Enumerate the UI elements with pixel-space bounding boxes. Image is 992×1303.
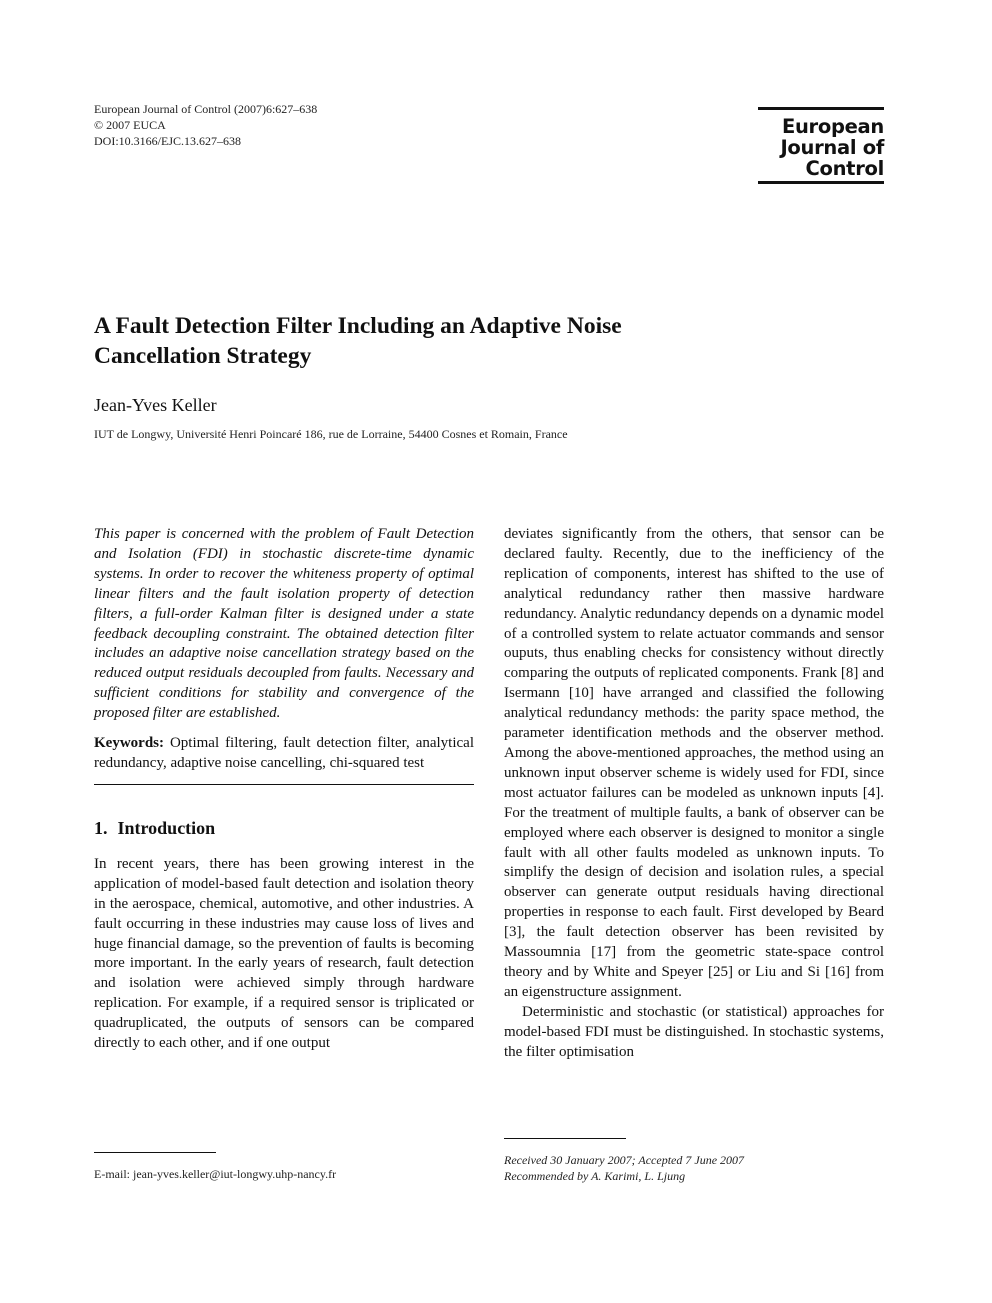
footnote-rule-right [504,1138,626,1139]
section-title: Introduction [117,817,216,838]
abstract: This paper is concerned with the problem of Fault Detection and Isolation (FDI) in stochastic discrete-time dynamic systems. In order to recover the whiteness property of optimal linear filters and the fault isolation property of detection filters, a full-order Kalman filter is designed under a state feedback decoupling constraint. The obtained detection filter includes an adaptive noise cancellation strategy based on the reduced output residuals decoupled from faults. Necessary and sufficient conditions for stability and convergence of the proposed filter are established. [94,526,474,722]
intro-paragraph-1: In recent years, there has been growing interest in the application of model-based fault detection and isolation theory in the aerospace, chemical, automotive, and other industries. A fault occurring in these industries may cause loss of lives and huge financial damage, so the prevention of faults is becoming more important. In the early years of research, fault detection and isolation were achieved simply through hardware replication. For example, if a required sensor is triplicated or quadruplicated, the outputs of sensors can be compared directly to each other, and if one output [94,855,474,1052]
journal-citation: European Journal of Control (2007)6:627–638 [94,102,318,116]
footnote-dates-block [504,1138,744,1184]
logo-line-1: European [781,115,884,138]
intro-paragraph-3: Deterministic and stochastic (or statistical) approaches for model-based FDI must be distinguished. In stochastic systems, the filter optimisation [504,1003,884,1060]
section-number: 1. [94,817,108,838]
footnote-email: E-mail: jean-yves.keller@iut-longwy.uhp-nancy.fr [94,1167,337,1181]
keywords-text: Optimal filtering, fault detection filter, analytical redundancy, adaptive noise cancelling, chi-squared test [94,735,474,771]
recommended-by: Recommended by A. Karimi, L. Ljung [504,1169,686,1183]
journal-logo [758,107,884,184]
intro-paragraph-2: deviates significantly from the others, that sensor can be declared faulty. Recently, due to the inefficiency of the replication of components, interest has shifted to the use of analytical redundancy rather then massive hardware redundancy. Analytic redundancy depends on a dynamic model of a controlled system to relate actuator commands and sensor ouputs, thus enabling checks for consistency without directly comparing the outputs of replicated components. Frank [8] and Isermann [10] have arranged and classified the following analytical redundancy methods: the parity space method, the parameter identification methods and the observer method. Among the above-mentioned approaches, the method using an unknown input observer scheme is widely used for FDI, since most actuator failures can be modeled as unknown inputs [4]. For the treatment of multiple faults, a bank of observer can be employed where each observer is designed to monitor a single fault with all other faults modeled as unknown inputs. To simplify the design of decision and isolation rules, a special observer can generate output residuals having directional properties in response to each fault. First developed by Beard [3], the fault detection observer has been revisited by Massoumnia [17] from the geometric state-space control theory and by White and Speyer [25] or Liu and Si [16] from an eigenstructure assignment. [504,526,884,1000]
doi-line: DOI:10.3166/EJC.13.627–638 [94,134,241,148]
keywords [94,734,474,774]
received-accepted: Received 30 January 2007; Accepted 7 June 2007 [504,1153,745,1167]
footnote-dates [504,1152,744,1184]
copyright-line: © 2007 EUCA [94,118,166,132]
left-column [94,525,474,1054]
footnote-rule-left [94,1152,216,1153]
paper-title: A Fault Detection Filter Including an Adaptive Noise Cancellation Strategy [94,313,622,369]
abstract-divider [94,784,474,785]
section-heading [94,817,474,839]
author-affiliation: IUT de Longwy, Université Henri Poincaré 186, rue de Lorraine, 54400 Cosnes et Romain, France [94,427,568,441]
keywords-label: Keywords: [94,735,164,752]
author-name: Jean-Yves Keller [94,395,217,415]
logo-line-2: Journal of [780,136,884,159]
footnote-email-block [94,1152,336,1182]
right-column [504,525,884,1062]
journal-header [94,101,317,149]
logo-line-3: Control [805,157,884,180]
